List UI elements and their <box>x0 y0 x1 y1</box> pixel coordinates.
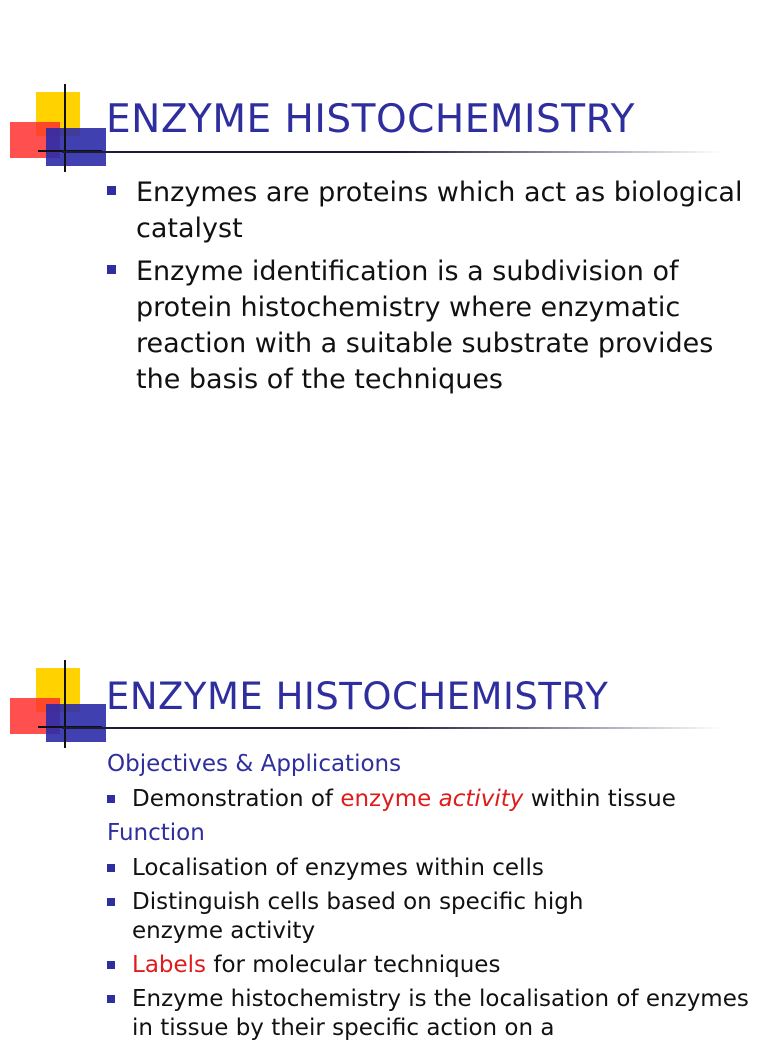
list-item <box>107 888 667 946</box>
square-bullet-icon <box>107 864 115 872</box>
title-underline <box>62 151 722 153</box>
square-bullet-icon <box>107 265 116 274</box>
slide-logo-icon <box>10 660 110 750</box>
bullet-list <box>107 175 752 405</box>
list-item <box>107 175 752 247</box>
objectives-heading: Objectives & Applications <box>107 751 402 777</box>
list-item <box>107 951 667 980</box>
function-list <box>107 854 749 1043</box>
list-item <box>107 785 757 814</box>
bullet-text: Enzymes are proteins which act as biological catalyst <box>136 177 743 244</box>
page-title: ENZYME HISTOCHEMISTRY <box>106 675 609 718</box>
bullet-text: Enzyme histochemistry is the localisation of enzymes in tissue by their specific action on a <box>132 986 749 1041</box>
bullet-text: Demonstration of enzyme activity within tissue <box>132 786 676 812</box>
square-bullet-icon <box>107 186 116 195</box>
slide-1 <box>0 0 768 512</box>
square-bullet-icon <box>107 795 115 803</box>
bullet-text: Labels for molecular techniques <box>132 952 501 978</box>
slide-logo-icon <box>10 84 110 174</box>
page-title: ENZYME HISTOCHEMISTRY <box>106 97 636 142</box>
bullet-text: Localisation of enzymes within cells <box>132 855 544 881</box>
title-underline <box>62 727 722 729</box>
objectives-list <box>107 785 757 814</box>
list-item <box>107 985 752 1043</box>
square-bullet-icon <box>107 898 115 906</box>
bullet-text: Distinguish cells based on specific high enzyme activity <box>132 889 584 944</box>
square-bullet-icon <box>107 995 115 1003</box>
list-item <box>107 254 752 398</box>
function-heading: Function <box>107 820 205 846</box>
bullet-text: Enzyme identification is a subdivision of protein histochemistry where enzymatic reaction with a suitable substrate provides the basis of the techniques <box>136 256 714 395</box>
slide-2 <box>0 640 768 1041</box>
list-item <box>107 854 667 883</box>
square-bullet-icon <box>107 961 115 969</box>
